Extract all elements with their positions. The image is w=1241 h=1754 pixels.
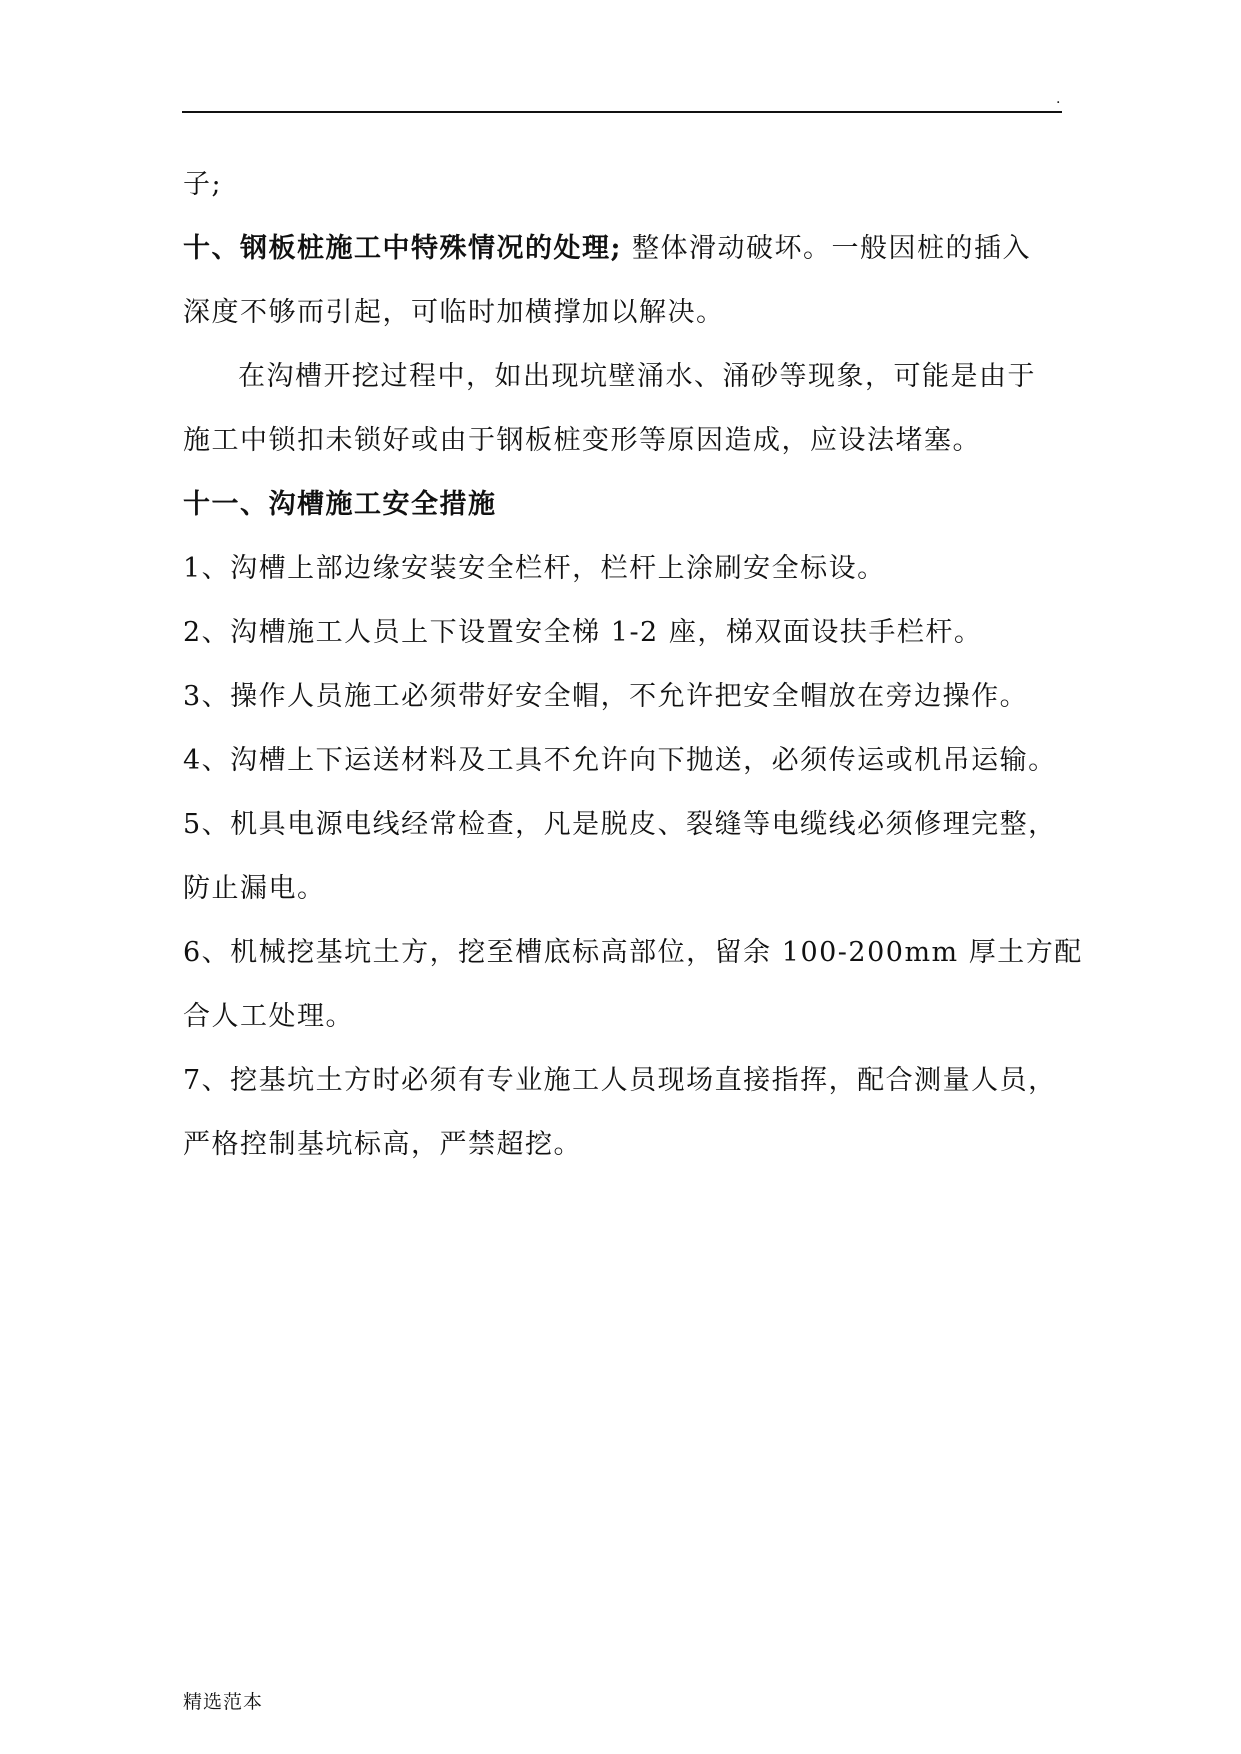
list-item: 3、操作人员施工必须带好安全帽，不允许把安全帽放在旁边操作。 [183, 681, 1029, 712]
section-10-heading: 十、钢板桩施工中特殊情况的处理; [183, 233, 622, 264]
paragraph-line: 施工中锁扣未锁好或由于钢板桩变形等原因造成，应设法堵塞。 [183, 425, 981, 456]
list-item-continuation: 严格控制基坑标高，严禁超挖。 [183, 1129, 582, 1160]
list-item: 7、挖基坑土方时必须有专业施工人员现场直接指挥，配合测量人员， [183, 1065, 1057, 1096]
footer-text: 精选范本 [183, 1691, 264, 1713]
paragraph-line: 深度不够而引起，可临时加横撑加以解决。 [183, 297, 725, 328]
section-10-text: 整体滑动破坏。一般因桩的插入 [621, 233, 1032, 264]
header-rule [182, 111, 1062, 113]
section-11-heading: 十一、沟槽施工安全措施 [183, 489, 497, 520]
document-body [183, 153, 1083, 1177]
list-item-continuation: 防止漏电。 [183, 873, 326, 904]
list-item: 5、机具电源电线经常检查，凡是脱皮、裂缝等电缆线必须修理完整， [183, 809, 1057, 840]
list-item: 2、沟槽施工人员上下设置安全梯 1-2 座，梯双面设扶手栏杆。 [183, 617, 983, 648]
list-item: 1、沟槽上部边缘安装安全栏杆，栏杆上涂刷安全标设。 [183, 553, 886, 584]
list-item-continuation: 合人工处理。 [183, 1001, 354, 1032]
paragraph-line: 子; [183, 169, 223, 200]
paragraph-line: 在沟槽开挖过程中，如出现坑壁涌水、涌砂等现象，可能是由于 [238, 361, 1036, 392]
list-item: 4、沟槽上下运送材料及工具不允许向下抛送，必须传运或机吊运输。 [183, 745, 1057, 776]
section-10-line [183, 217, 1061, 281]
header-marker: . [1056, 91, 1061, 107]
list-item: 6、机械挖基坑土方，挖至槽底标高部位，留余 100-200mm 厚土方配 [183, 937, 1083, 968]
